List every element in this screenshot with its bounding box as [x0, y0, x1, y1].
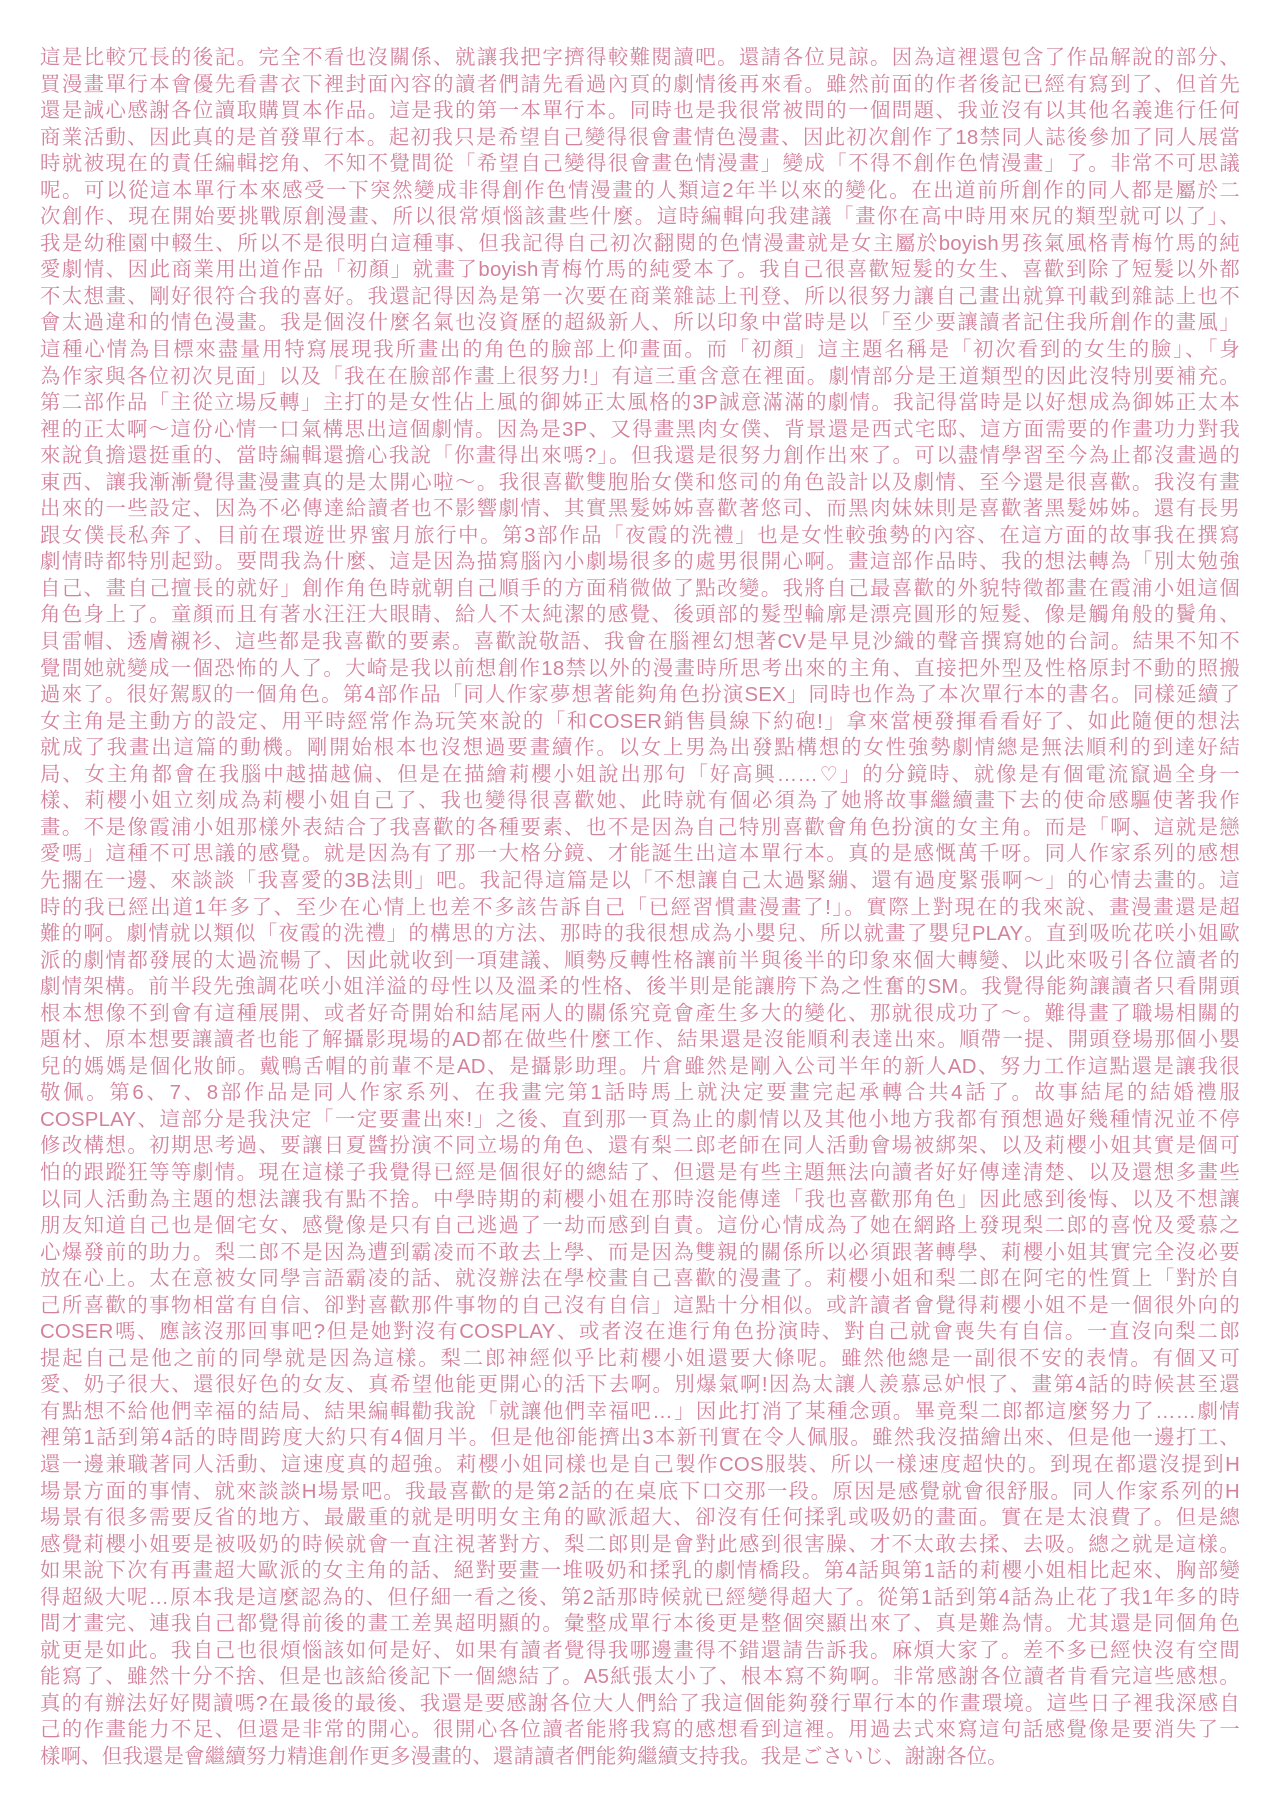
text-line: 我是幼稚園中輟生、所以不是很明白這種事、但我記得自己初次翻閱的色情漫畫就是女主屬於boyish男孩氣風格青梅竹馬的純 [40, 232, 1240, 255]
text-line: 就更是如此。我自己也很煩惱該如何是好、如果有讀者覺得我哪邊畫得不錯還請告訴我。麻煩大家了。差不多已經快沒有空間 [40, 1639, 1240, 1662]
text-line: 自己、畫自己擅長的就好」創作角色時就朝自己順手的方面稍微做了點改變。我將自己最喜歡的外貌特徵都畫在霞浦小姐這個 [40, 577, 1240, 600]
text-line: 貝雷帽、透膚襯衫、這些都是我喜歡的要素。喜歡說敬語、我會在腦裡幻想著CV是早見沙織的聲音撰寫她的台詞。結果不知不 [40, 631, 1240, 654]
text-line: 間才畫完、連我自己都覺得前後的畫工差異超明顯的。彙整成單行本後更是整個突顯出來了、真是難為情。尤其還是同個角色 [40, 1613, 1240, 1636]
text-line: 以同人活動為主題的想法讓我有點不捨。中學時期的莉櫻小姐在那時沒能傳達「我也喜歡那角色」因此感到後悔、以及不想讓 [40, 1188, 1240, 1211]
text-line: 會太過違和的情色漫畫。我是個沒什麼名氣也沒資歷的超級新人、所以印象中當時是以「至少要讓讀者記住我所創作的畫風」 [40, 312, 1240, 335]
text-line: 覺間她就變成一個恐怖的人了。大崎是我以前想創作18禁以外的漫畫時所思考出來的主角、直接把外型及性格原封不動的照搬 [40, 657, 1240, 680]
text-line: 畫。不是像霞浦小姐那樣外表結合了我喜歡的各種要素、也不是因為自己特別喜歡會角色扮演的女主角。而是「啊、這就是戀 [40, 816, 1240, 839]
text-line: 放在心上。太在意被女同學言語霸凌的話、就沒辦法在學校畫自己喜歡的漫畫了。莉櫻小姐和梨二郎在阿宅的性質上「對於自 [40, 1268, 1240, 1291]
text-line: 這是比較冗長的後記。完全不看也沒關係、就讓我把字擠得較難閱讀吧。還請各位見諒。因為這裡還包含了作品解說的部分、 [40, 47, 1240, 69]
text-line: 己所喜歡的事物相當有自信、卻對喜歡那件事物的自己沒有自信」這點十分相似。或許讀者會覺得莉櫻小姐不是一個很外向的 [40, 1294, 1240, 1317]
text-line: 還是誠心感謝各位讀取購買本作品。這是我的第一本單行本。同時也是我很常被問的一個問題、我並沒有以其他名義進行任何 [40, 100, 1240, 123]
text-line: 心爆發前的助力。梨二郎不是因為遭到霸凌而不敢去上學、而是因為雙親的關係所以必須跟著轉學、莉櫻小姐其實完全沒必要 [40, 1241, 1240, 1264]
text-line: 不太想畫、剛好很符合我的喜好。我還記得因為是第一次要在商業雜誌上刊登、所以很努力讓自己畫出就算刊載到雜誌上也不 [40, 285, 1240, 308]
text-line: 兒的媽媽是個化妝師。戴鴨舌帽的前輩不是AD、是攝影助理。片倉雖然是剛入公司半年的新人AD、努力工作這點還是讓我很 [40, 1055, 1240, 1078]
text-line: 局、女主角都會在我腦中越描越偏、但是在描繪莉櫻小姐說出那句「好高興……♡」的分鏡時、就像是有個電流竄過全身一 [40, 763, 1240, 786]
text-line: 過來了。很好駕馭的一個角色。第4部作品「同人作家夢想著能夠角色扮演SEX」同時也作為了本次單行本的書名。同樣延續了 [40, 684, 1240, 707]
text-line: 得超級大呢…原本我是這麼認為的、但仔細一看之後、第2話那時候就已經變得超大了。從第1話到第4話為止花了我1年多的時 [40, 1586, 1240, 1609]
text-line: 有點想不給他們幸福的結局、結果編輯勸我說「就讓他們幸福吧…」因此打消了某種念頭。畢竟梨二郎都這麼努力了……劇情 [40, 1400, 1240, 1423]
text-line: 朋友知道自己也是個宅女、感覺像是只有自己逃過了一劫而感到自責。這份心情成為了她在網路上發現梨二郎的喜悅及愛慕之 [40, 1215, 1240, 1238]
text-line: 商業活動、因此真的是首發單行本。起初我只是希望自己變得很會畫情色漫畫、因此初次創作了18禁同人誌後參加了同人展當 [40, 126, 1240, 149]
text-line: 場景有很多需要反省的地方、最嚴重的就是明明女主角的歐派超大、卻沒有任何揉乳或吸奶的畫面。實在是太浪費了。但是總 [40, 1507, 1240, 1530]
text-line: 就成了我畫出這篇的動機。剛開始根本也沒想過要畫續作。以女上男為出發點構想的女性強勢劇情總是無法順利的到達好結 [40, 737, 1240, 760]
text-line: 劇情架構。前半段先強調花咲小姐洋溢的母性以及溫柔的性格、後半則是能讓胯下為之性奮的SM。我覺得能夠讓讀者只看開頭 [40, 976, 1240, 999]
text-line: 來說負擔還挺重的、當時編輯還擔心我說「你畫得出來嗎?」。但我還是很努力創作出來了。可以盡情學習至今為止都沒畫過的 [40, 445, 1240, 468]
text-line: 難的啊。劇情就以類似「夜霞的洗禮」的構思的方法、那時的我很想成為小嬰兒、所以就畫了嬰兒PLAY。直到吸吮花咲小姐歐 [40, 923, 1240, 946]
text-line: 敬佩。第6、7、8部作品是同人作家系列、在我畫完第1話時馬上就決定要畫完起承轉合共4話了。故事結尾的結婚禮服 [40, 1082, 1240, 1105]
text-line: 題材、原本想要讓讀者也能了解攝影現場的AD都在做些什麼工作、結果還是沒能順利表達出來。順帶一提、開頭登場那個小嬰 [40, 1029, 1240, 1052]
text-line: 東西、讓我漸漸覺得畫漫畫真的是太開心啦～。我很喜歡雙胞胎女僕和悠司的角色設計以及劇情、至今還是很喜歡。我沒有畫 [40, 471, 1240, 494]
text-line: 真的有辦法好好閱讀嗎?在最後的最後、我還是要感謝各位大人們給了我這個能夠發行單行本的作畫環境。這些日子裡我深感自 [40, 1692, 1240, 1715]
text-line: 樣、莉櫻小姐立刻成為莉櫻小姐自己了、我也變得很喜歡她、此時就有個必須為了她將故事繼續畫下去的使命感驅使著我作 [40, 790, 1240, 813]
text-line: 這種心情為目標來盡量用特寫展現我所畫出的角色的臉部上仰畫面。而「初顏」這主題名稱是「初次看到的女生的臉」、「身 [40, 339, 1240, 362]
text-line: 呢。可以從這本單行本來感受一下突然變成非得創作色情漫畫的人類這2年半以來的變化。在出道前所創作的同人都是屬於二 [40, 179, 1240, 202]
text-line: 怕的跟蹤狂等等劇情。現在這樣子我覺得已經是個很好的總結了、但還是有些主題無法向讀者好好傳達清楚、以及還想多畫些 [40, 1161, 1240, 1184]
text-line: 愛嗎」這種不可思議的感覺。就是因為有了那一大格分鏡、才能誕生出這本單行本。真的是感慨萬千呀。同人作家系列的感想 [40, 843, 1240, 866]
text-line: 第二部作品「主從立場反轉」主打的是女性佔上風的御姊正太風格的3P誠意滿滿的劇情。我記得當時是以好想成為御姊正太本 [40, 392, 1240, 415]
text-line: 能寫了、雖然十分不捨、但是也該給後記下一個總結了。A5紙張太小了、根本寫不夠啊。非常感謝各位讀者肯看完這些感想。 [40, 1666, 1240, 1689]
text-line: COSER嗎、應該沒那回事吧?但是她對沒有COSPLAY、或者沒在進行角色扮演時、對自己就會喪失有自信。一直沒向梨二郎 [40, 1321, 1240, 1344]
text-line: 樣啊、但我還是會繼續努力精進創作更多漫畫的、還請讀者們能夠繼續支持我。我是ごさいじ、謝謝各位。 [40, 1746, 1008, 1768]
text-line: 如果說下次有再畫超大歐派的女主角的話、絕對要畫一堆吸奶和揉乳的劇情橋段。第4話與第1話的莉櫻小姐相比起來、胸部變 [40, 1560, 1240, 1583]
text-line: 出來的一些設定、因為不必傳達給讀者也不影響劇情、其實黑髮姊姊喜歡著悠司、而黑肉妹妹則是喜歡著黑髮姊姊。還有長男 [40, 498, 1240, 521]
text-line: 裡的正太啊～這份心情一口氣構思出這個劇情。因為是3P、又得畫黑肉女僕、背景還是西式宅邸、這方面需要的作畫功力對我 [40, 418, 1240, 441]
text-line: 根本想像不到會有這種展開、或者好奇開始和結尾兩人的關係究竟會產生多大的變化、那就很成功了～。難得畫了職場相關的 [40, 1002, 1240, 1025]
text-line: 跟女僕長私奔了、目前在環遊世界蜜月旅行中。第3部作品「夜霞的洗禮」也是女性較強勢的內容、在這方面的故事我在撰寫 [40, 524, 1240, 547]
text-line: COSPLAY、這部分是我決定「一定要畫出來!」之後、直到那一頁為止的劇情以及其他小地方我都有預想過好幾種情況並不停 [40, 1108, 1240, 1131]
text-line: 愛、奶子很大、還很好色的女友、真希望他能更開心的活下去啊。別爆氣啊!因為太讓人羨慕忌妒恨了、畫第4話的時候甚至還 [40, 1374, 1240, 1397]
text-line: 劇情時都特別起勁。要問我為什麼、這是因為描寫腦內小劇場很多的處男很開心啊。畫這部作品時、我的想法轉為「別太勉強 [40, 551, 1240, 574]
text-line: 提起自己是他之前的同學就是因為這樣。梨二郎神經似乎比莉櫻小姐還要大條呢。雖然他總是一副很不安的表情。有個又可 [40, 1347, 1240, 1370]
text-line: 修改構想。初期思考過、要讓日夏醬扮演不同立場的角色、還有梨二郎老師在同人活動會場被綁架、以及莉櫻小姐其實是個可 [40, 1135, 1240, 1158]
text-line: 時的我已經出道1年多了、至少在心情上也差不多該告訴自己「已經習慣畫漫畫了!」。實際上對現在的我來說、畫漫畫還是超 [40, 896, 1240, 919]
text-line: 先擱在一邊、來談談「我喜愛的3B法則」吧。我記得這篇是以「不想讓自己太過緊繃、還有過度緊張啊～」的心情去畫的。這 [40, 869, 1240, 892]
text-line: 場景方面的事情、就來談談H場景吧。我最喜歡的是第2話的在桌底下口交那一段。原因是感覺就會很舒服。同人作家系列的H [40, 1480, 1240, 1503]
text-line: 女主角是主動方的設定、用平時經常作為玩笑來說的「和COSER銷售員線下約砲!」拿來當梗發揮看看好了、如此隨便的想法 [40, 710, 1240, 733]
text-line: 次創作、現在開始要挑戰原創漫畫、所以很常煩惱該畫些什麼。這時編輯向我建議「畫你在高中時用來尻的類型就可以了」、 [40, 206, 1240, 229]
text-line: 為作家與各位初次見面」以及「我在在臉部作畫上很努力!」有這三重含意在裡面。劇情部分是王道類型的因此沒特別要補充。 [40, 365, 1240, 388]
text-line: 還一邊兼職著同人活動、這速度真的超強。莉櫻小姐同樣也是自己製作COS服裝、所以一樣速度超快的。到現在都還沒提到H [40, 1453, 1240, 1476]
afterword-text [40, 45, 1240, 1771]
text-line: 裡第1話到第4話的時間跨度大約只有4個月半。但是他卻能擠出3本新刊實在令人佩服。雖然我沒描繪出來、但是他一邊打工、 [40, 1427, 1240, 1450]
text-line: 角色身上了。童顏而且有著水汪汪大眼睛、給人不太純潔的感覺、後頭部的髮型輪廓是漂亮圓形的短髮、像是觸角般的鬢角、 [40, 604, 1240, 627]
text-line: 愛劇情、因此商業用出道作品「初顏」就畫了boyish青梅竹馬的純愛本了。我自己很喜歡短髮的女生、喜歡到除了短髮以外都 [40, 259, 1240, 282]
text-line: 派的劇情都發展的太過流暢了、因此就收到一項建議、順勢反轉性格讓前半與後半的印象來個大轉變、以此來吸引各位讀者的 [40, 949, 1240, 972]
text-line: 時就被現在的責任編輯挖角、不知不覺間從「希望自己變得很會畫色情漫畫」變成「不得不創作色情漫畫」了。非常不可思議 [40, 153, 1240, 176]
text-line: 買漫畫單行本會優先看書衣下裡封面內容的讀者們請先看過內頁的劇情後再來看。雖然前面的作者後記已經有寫到了、但首先 [40, 73, 1240, 96]
text-line: 感覺莉櫻小姐要是被吸奶的時候就會一直注視著對方、梨二郎則是會對此感到很害臊、才不太敢去揉、去吸。總之就是這樣。 [40, 1533, 1240, 1556]
text-line: 己的作畫能力不足、但還是非常的開心。很開心各位讀者能將我寫的感想看到這裡。用過去式來寫這句話感覺像是要消失了一 [40, 1719, 1240, 1742]
